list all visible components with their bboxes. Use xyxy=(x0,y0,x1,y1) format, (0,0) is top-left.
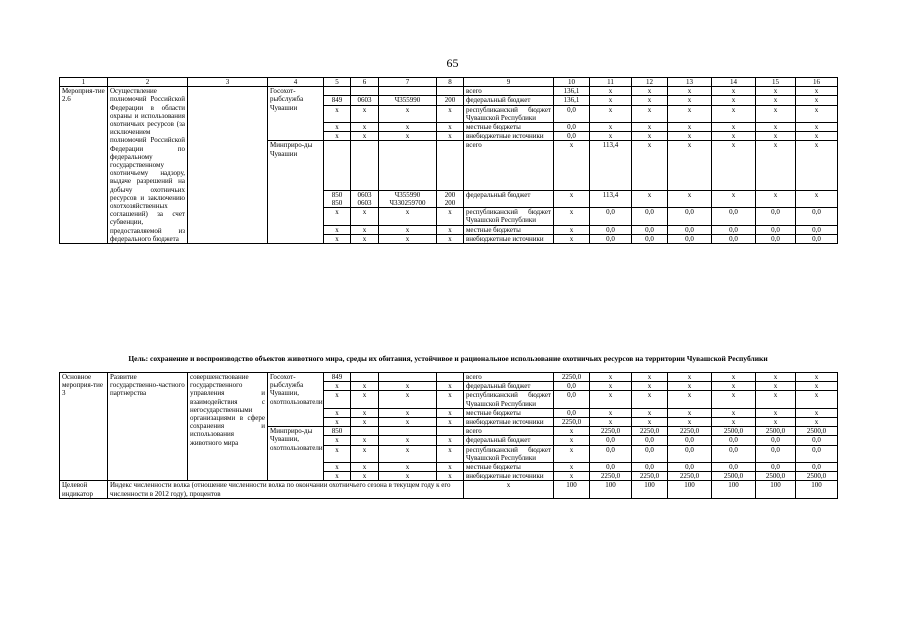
amount-cell: x xyxy=(796,123,838,132)
executor: Минприро-ды Чувашии, охотпользователи xyxy=(268,427,324,481)
funding-source: федеральный бюджет xyxy=(464,190,554,207)
measure-code: Мероприя-тие 2.6 xyxy=(60,87,108,244)
amount-cell: x xyxy=(554,225,590,234)
budget-code: x xyxy=(351,105,379,122)
amount-cell: x xyxy=(554,472,590,481)
amount-cell: 0,0 xyxy=(712,234,756,243)
amount-cell: 2500,0 xyxy=(796,427,838,436)
column-number: 2 xyxy=(108,78,188,87)
amount-cell: 0,0 xyxy=(712,208,756,225)
budget-code: x xyxy=(351,132,379,141)
budget-code: x xyxy=(351,472,379,481)
table-row xyxy=(60,87,838,96)
budget-code: x xyxy=(351,418,379,427)
funding-source: республиканский бюджет Чувашской Республики xyxy=(464,208,554,225)
amount-cell: x xyxy=(712,132,756,141)
budget-code: x xyxy=(351,436,379,445)
measure-name: Развитие государственно-частного партнерства xyxy=(108,373,188,481)
budget-code: x xyxy=(324,225,351,234)
amount-cell: x xyxy=(668,105,712,122)
column-number: 8 xyxy=(437,78,464,87)
column-number: 16 xyxy=(796,78,838,87)
amount-cell: x xyxy=(796,105,838,122)
amount-cell: 2250,0 xyxy=(554,418,590,427)
funding-source: всего xyxy=(464,427,554,436)
budget-code xyxy=(379,87,437,96)
budget-code xyxy=(437,87,464,96)
budget-code: x xyxy=(324,208,351,225)
column-number: 1 xyxy=(60,78,108,87)
amount-cell: x xyxy=(756,141,796,190)
budget-code: 850 xyxy=(324,427,351,436)
budget-code xyxy=(324,87,351,96)
indicator-text: Индекс численности волка (отношение численности волка по окончании охотничьего сезона в текущем году к его численности в 2012 году), процентов xyxy=(108,481,464,498)
amount-cell: x xyxy=(632,132,668,141)
amount-cell: 0,0 xyxy=(796,225,838,234)
measure-goal xyxy=(188,87,268,244)
indicator-row xyxy=(60,481,838,498)
amount-cell: x xyxy=(668,373,712,382)
budget-code: 849 xyxy=(324,96,351,105)
budget-code: x xyxy=(379,418,437,427)
column-number: 12 xyxy=(632,78,668,87)
amount-cell: x xyxy=(590,96,632,105)
column-number: 3 xyxy=(188,78,268,87)
indicator-c9: x xyxy=(464,481,554,498)
amount-cell: 0,0 xyxy=(554,123,590,132)
funding-source: внебюджетные источники xyxy=(464,418,554,427)
amount-cell: 0,0 xyxy=(632,208,668,225)
amount-cell: x xyxy=(632,96,668,105)
amount-cell: 0,0 xyxy=(668,208,712,225)
amount-cell: 0,0 xyxy=(712,225,756,234)
budget-code: 850 850 xyxy=(324,190,351,207)
amount-cell: 2500,0 xyxy=(756,472,796,481)
indicator-label: Целевой индикатор xyxy=(60,481,108,498)
amount-cell: 0,0 xyxy=(668,234,712,243)
program-table-top xyxy=(59,77,838,244)
amount-cell: x xyxy=(756,87,796,96)
amount-cell: 113,4 xyxy=(590,141,632,190)
budget-code: x xyxy=(437,208,464,225)
amount-cell: x xyxy=(590,105,632,122)
amount-cell: x xyxy=(554,190,590,207)
budget-code: x xyxy=(437,436,464,445)
amount-cell: 0,0 xyxy=(796,234,838,243)
indicator-value: 100 xyxy=(632,481,668,498)
amount-cell: 0,0 xyxy=(756,234,796,243)
budget-code xyxy=(437,427,464,436)
funding-source: федеральный бюджет xyxy=(464,96,554,105)
amount-cell: x xyxy=(756,382,796,391)
amount-cell: x xyxy=(554,208,590,225)
amount-cell: x xyxy=(756,373,796,382)
executor: Минприро-ды Чувашии xyxy=(268,141,324,244)
amount-cell: x xyxy=(712,96,756,105)
goal-heading: Цель: сохранение и воспроизводство объектов животного мира, среды их обитания, устойчивое и рациональное использование охотничьих ресурсов на территории Чувашской Республики xyxy=(128,354,768,363)
funding-source: внебюджетные источники xyxy=(464,234,554,243)
amount-cell: x xyxy=(590,382,632,391)
amount-cell: x xyxy=(712,123,756,132)
amount-cell: x xyxy=(632,87,668,96)
amount-cell: 0,0 xyxy=(554,105,590,122)
budget-code xyxy=(379,141,437,190)
executor: Госохот-рыбслужба Чувашии xyxy=(268,87,324,141)
column-number: 15 xyxy=(756,78,796,87)
amount-cell: 0,0 xyxy=(554,391,590,408)
amount-cell: x xyxy=(632,391,668,408)
column-number-row xyxy=(60,78,838,87)
amount-cell: 2250,0 xyxy=(632,427,668,436)
amount-cell: x xyxy=(590,87,632,96)
amount-cell: x xyxy=(632,190,668,207)
budget-code: x xyxy=(379,234,437,243)
amount-cell: 2250,0 xyxy=(632,472,668,481)
budget-code xyxy=(379,373,437,382)
budget-code: x xyxy=(324,132,351,141)
amount-cell: x xyxy=(796,373,838,382)
amount-cell: x xyxy=(796,132,838,141)
amount-cell: x xyxy=(554,445,590,462)
budget-code: x xyxy=(437,418,464,427)
budget-code: x xyxy=(324,234,351,243)
amount-cell: 2250,0 xyxy=(668,472,712,481)
budget-code: x xyxy=(351,408,379,417)
funding-source: федеральный бюджет xyxy=(464,436,554,445)
amount-cell: 0,0 xyxy=(712,445,756,462)
funding-source: всего xyxy=(464,373,554,382)
indicator-value: 100 xyxy=(756,481,796,498)
budget-code: 0603 xyxy=(351,96,379,105)
amount-cell: x xyxy=(668,408,712,417)
budget-code: x xyxy=(379,436,437,445)
amount-cell: x xyxy=(796,382,838,391)
amount-cell: x xyxy=(632,382,668,391)
budget-code: x xyxy=(351,445,379,462)
amount-cell: x xyxy=(554,436,590,445)
amount-cell: x xyxy=(796,418,838,427)
amount-cell: 0,0 xyxy=(590,445,632,462)
executor: Госохот-рыбслужба Чувашии, охотпользователи xyxy=(268,373,324,427)
indicator-value: 100 xyxy=(668,481,712,498)
budget-code: x xyxy=(351,382,379,391)
budget-code: x xyxy=(379,445,437,462)
amount-cell: x xyxy=(712,190,756,207)
funding-source: местные бюджеты xyxy=(464,463,554,472)
funding-source: республиканский бюджет Чувашской Республики xyxy=(464,391,554,408)
budget-code xyxy=(324,141,351,190)
amount-cell: 136,1 xyxy=(554,87,590,96)
budget-code: x xyxy=(437,105,464,122)
budget-code: x xyxy=(379,105,437,122)
budget-code: x xyxy=(324,105,351,122)
amount-cell: x xyxy=(668,382,712,391)
program-table-bottom xyxy=(59,372,838,499)
column-number: 10 xyxy=(554,78,590,87)
budget-code: 200 200 xyxy=(437,190,464,207)
budget-code: x xyxy=(437,408,464,417)
amount-cell: x xyxy=(796,391,838,408)
budget-code: x xyxy=(324,472,351,481)
budget-code: x xyxy=(437,463,464,472)
amount-cell: x xyxy=(712,418,756,427)
column-number: 13 xyxy=(668,78,712,87)
funding-source: внебюджетные источники xyxy=(464,132,554,141)
amount-cell: x xyxy=(668,141,712,190)
budget-code: x xyxy=(379,382,437,391)
budget-code: x xyxy=(324,445,351,462)
budget-code: x xyxy=(324,408,351,417)
amount-cell: 2250,0 xyxy=(668,427,712,436)
budget-code: x xyxy=(379,208,437,225)
funding-source: всего xyxy=(464,87,554,96)
budget-code: x xyxy=(437,234,464,243)
budget-code: 200 xyxy=(437,96,464,105)
amount-cell: 0,0 xyxy=(668,436,712,445)
amount-cell: 0,0 xyxy=(756,225,796,234)
budget-code xyxy=(437,373,464,382)
amount-cell: x xyxy=(632,123,668,132)
amount-cell: x xyxy=(554,427,590,436)
amount-cell: 0,0 xyxy=(668,225,712,234)
budget-code: x xyxy=(351,208,379,225)
budget-code: x xyxy=(351,391,379,408)
amount-cell: 0,0 xyxy=(756,463,796,472)
amount-cell: 0,0 xyxy=(668,463,712,472)
budget-code: x xyxy=(437,445,464,462)
budget-code: x xyxy=(379,132,437,141)
amount-cell: x xyxy=(712,105,756,122)
amount-cell: x xyxy=(668,418,712,427)
table-row xyxy=(60,373,838,382)
amount-cell: 0,0 xyxy=(796,208,838,225)
amount-cell: x xyxy=(712,141,756,190)
amount-cell: x xyxy=(756,418,796,427)
amount-cell: 2500,0 xyxy=(712,427,756,436)
amount-cell: x xyxy=(590,123,632,132)
amount-cell: x xyxy=(712,373,756,382)
amount-cell: 0,0 xyxy=(756,436,796,445)
indicator-value: 100 xyxy=(554,481,590,498)
budget-code: x xyxy=(437,382,464,391)
amount-cell: 0,0 xyxy=(554,408,590,417)
amount-cell: 2500,0 xyxy=(756,427,796,436)
amount-cell: x xyxy=(756,132,796,141)
funding-source: внебюджетные источники xyxy=(464,472,554,481)
budget-code: x xyxy=(324,123,351,132)
amount-cell: 0,0 xyxy=(756,208,796,225)
amount-cell: x xyxy=(756,408,796,417)
budget-code: x xyxy=(437,225,464,234)
amount-cell: x xyxy=(590,132,632,141)
amount-cell: x xyxy=(590,391,632,408)
budget-code xyxy=(351,87,379,96)
budget-code: x xyxy=(379,408,437,417)
amount-cell: x xyxy=(668,123,712,132)
budget-code: x xyxy=(351,234,379,243)
amount-cell: x xyxy=(632,105,668,122)
indicator-value: 100 xyxy=(796,481,838,498)
indicator-value: 100 xyxy=(590,481,632,498)
amount-cell: 113,4 xyxy=(590,190,632,207)
budget-code: x xyxy=(437,123,464,132)
budget-code: x xyxy=(379,225,437,234)
amount-cell: 0,0 xyxy=(668,445,712,462)
amount-cell: x xyxy=(554,141,590,190)
budget-code: x xyxy=(379,391,437,408)
amount-cell: x xyxy=(756,391,796,408)
amount-cell: x xyxy=(712,391,756,408)
column-number: 7 xyxy=(379,78,437,87)
measure-name: Осуществление полномочий Российской Федерации в области охраны и использования охотничьих ресурсов (за исключением полномочий Российской Федерации по федеральному государственному охотничьему надзору, выдаче разрешений на добычу охотничьих ресурсов и заключению охотхозяйственных соглашений) за счет субвенции, предоставляемой из федерального бюджета xyxy=(108,87,188,244)
budget-code xyxy=(437,141,464,190)
page-number: 65 xyxy=(446,56,459,70)
amount-cell: 0,0 xyxy=(756,445,796,462)
amount-cell: x xyxy=(632,141,668,190)
funding-source: местные бюджеты xyxy=(464,123,554,132)
amount-cell: 2250,0 xyxy=(590,472,632,481)
indicator-value: 100 xyxy=(712,481,756,498)
amount-cell: x xyxy=(554,234,590,243)
amount-cell: x xyxy=(668,96,712,105)
budget-code: 849 xyxy=(324,373,351,382)
amount-cell: 0,0 xyxy=(632,234,668,243)
budget-code: x xyxy=(379,123,437,132)
budget-code: x xyxy=(324,391,351,408)
budget-code: x xyxy=(324,463,351,472)
budget-code: x xyxy=(324,382,351,391)
budget-code: Ч355990 Ч330259700 xyxy=(379,190,437,207)
amount-cell: 136,1 xyxy=(554,96,590,105)
amount-cell: 2250,0 xyxy=(554,373,590,382)
column-number: 9 xyxy=(464,78,554,87)
column-number: 5 xyxy=(324,78,351,87)
column-number: 4 xyxy=(268,78,324,87)
amount-cell: 0,0 xyxy=(712,463,756,472)
measure-code: Основное мероприя-тие 3 xyxy=(60,373,108,481)
budget-code: x xyxy=(437,391,464,408)
budget-code: x xyxy=(324,418,351,427)
amount-cell: x xyxy=(590,373,632,382)
funding-source: всего xyxy=(464,141,554,190)
amount-cell: x xyxy=(668,87,712,96)
amount-cell: x xyxy=(796,190,838,207)
amount-cell: x xyxy=(632,373,668,382)
amount-cell: 0,0 xyxy=(590,463,632,472)
amount-cell: 0,0 xyxy=(554,132,590,141)
column-number: 14 xyxy=(712,78,756,87)
amount-cell: x xyxy=(668,190,712,207)
amount-cell: x xyxy=(668,132,712,141)
amount-cell: x xyxy=(554,463,590,472)
amount-cell: 0,0 xyxy=(796,445,838,462)
amount-cell: 0,0 xyxy=(590,234,632,243)
amount-cell: x xyxy=(756,105,796,122)
amount-cell: x xyxy=(756,190,796,207)
amount-cell: x xyxy=(796,87,838,96)
amount-cell: x xyxy=(632,418,668,427)
funding-source: федеральный бюджет xyxy=(464,382,554,391)
budget-code xyxy=(351,141,379,190)
amount-cell: 2500,0 xyxy=(712,472,756,481)
amount-cell: 0,0 xyxy=(590,208,632,225)
amount-cell: 0,0 xyxy=(632,445,668,462)
budget-code: x xyxy=(379,463,437,472)
amount-cell: 0,0 xyxy=(796,463,838,472)
amount-cell: x xyxy=(632,408,668,417)
budget-code: x xyxy=(379,472,437,481)
amount-cell: 0,0 xyxy=(632,225,668,234)
amount-cell: x xyxy=(712,87,756,96)
budget-code xyxy=(351,427,379,436)
amount-cell: 0,0 xyxy=(590,436,632,445)
budget-code: x xyxy=(437,472,464,481)
budget-code: x xyxy=(437,132,464,141)
column-number: 11 xyxy=(590,78,632,87)
amount-cell: 0,0 xyxy=(796,436,838,445)
budget-code: 0603 0603 xyxy=(351,190,379,207)
amount-cell: 2500,0 xyxy=(796,472,838,481)
measure-goal: совершенствование государственного управления и взаимодействия с негосударственными организациями в сфере сохранения и использования животного мира xyxy=(188,373,268,481)
funding-source: республиканский бюджет Чувашской Республики xyxy=(464,445,554,462)
amount-cell: x xyxy=(590,418,632,427)
budget-code: x xyxy=(324,436,351,445)
budget-code xyxy=(379,427,437,436)
amount-cell: 0,0 xyxy=(632,436,668,445)
amount-cell: 0,0 xyxy=(712,436,756,445)
amount-cell: 2250,0 xyxy=(590,427,632,436)
budget-code xyxy=(351,373,379,382)
amount-cell: 0,0 xyxy=(632,463,668,472)
amount-cell: 0,0 xyxy=(590,225,632,234)
funding-source: местные бюджеты xyxy=(464,225,554,234)
amount-cell: x xyxy=(712,382,756,391)
funding-source: республиканский бюджет Чувашской Республики xyxy=(464,105,554,122)
amount-cell: x xyxy=(756,123,796,132)
amount-cell: x xyxy=(590,408,632,417)
amount-cell: x xyxy=(796,408,838,417)
budget-code: x xyxy=(351,225,379,234)
budget-code: x xyxy=(351,123,379,132)
budget-code: x xyxy=(351,463,379,472)
budget-code: Ч355990 xyxy=(379,96,437,105)
column-number: 6 xyxy=(351,78,379,87)
amount-cell: x xyxy=(756,96,796,105)
amount-cell: x xyxy=(796,141,838,190)
amount-cell: x xyxy=(712,408,756,417)
amount-cell: 0,0 xyxy=(554,382,590,391)
amount-cell: x xyxy=(668,391,712,408)
amount-cell: x xyxy=(796,96,838,105)
funding-source: местные бюджеты xyxy=(464,408,554,417)
